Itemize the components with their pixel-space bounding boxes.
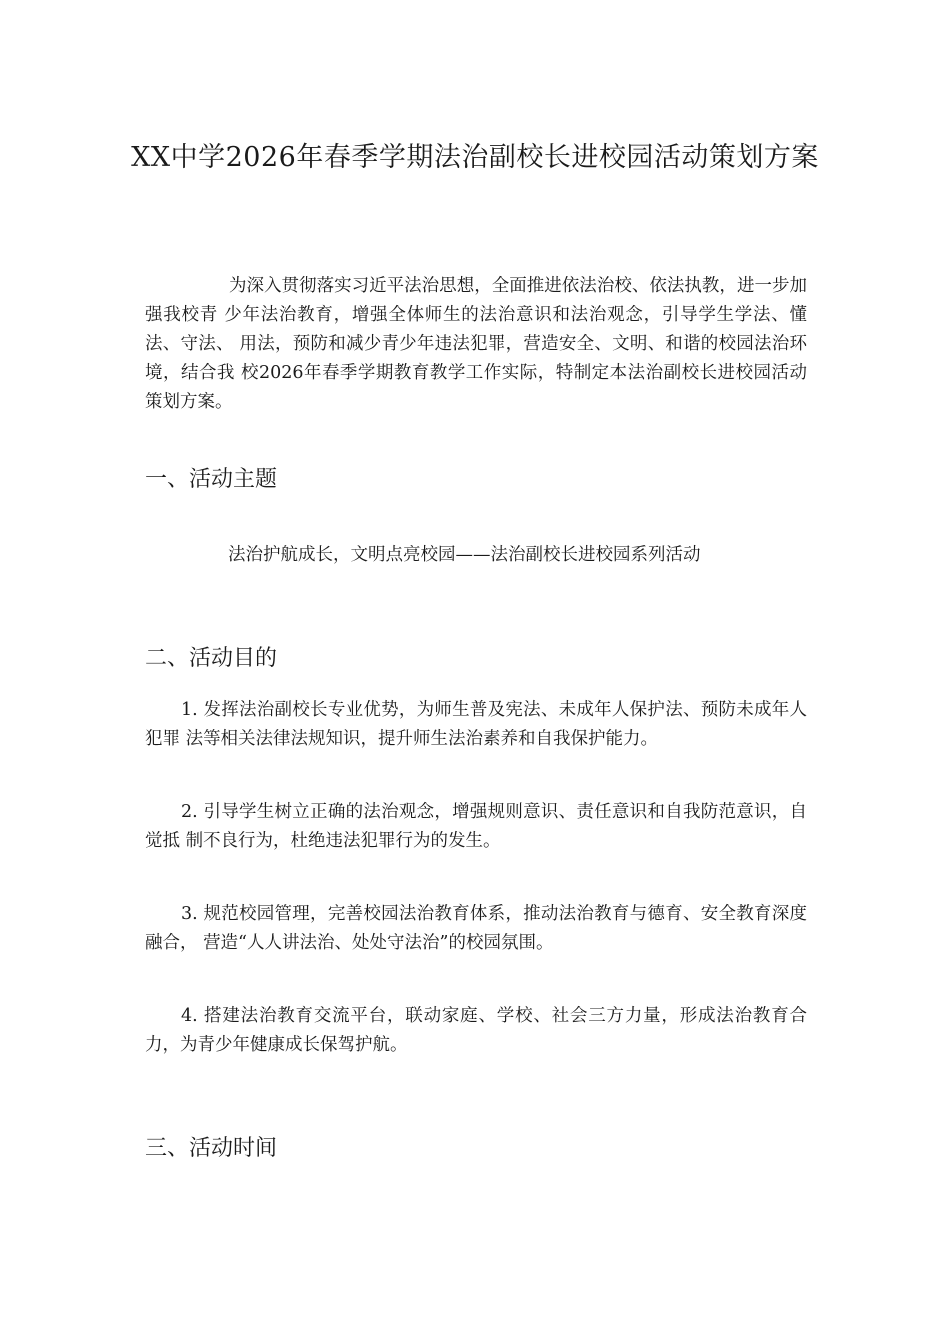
section-heading-theme: 一、活动主题	[145, 467, 278, 492]
document-title: XX中学2026年春季学期法治副校长进校园活动策划方案	[131, 142, 819, 173]
purpose-item: 4. 搭建法治教育交流平台，联动家庭、学校、社会三方力量，形成法治教育合力，为青少年健康成长保驾护航。	[145, 1006, 807, 1055]
theme-text: 法治护航成长，文明点亮校园——法治副校长进校园系列活动	[228, 545, 701, 565]
purpose-item: 3. 规范校园管理，完善校园法治教育体系，推动法治教育与德育、安全教育深度融合， 营造“人人讲法治、处处守法治”的校园氛围。	[145, 904, 807, 953]
section-heading-purpose: 二、活动目的	[145, 646, 278, 671]
purpose-item: 2. 引导学生树立正确的法治观念，增强规则意识、责任意识和自我防范意识，自觉抵 制不良行为，杜绝违法犯罪行为的发生。	[145, 802, 807, 851]
purpose-item: 1. 发挥法治副校长专业优势，为师生普及宪法、未成年人保护法、预防未成年人犯罪 法等相关法律法规知识，提升师生法治素养和自我保护能力。	[145, 700, 807, 749]
section-heading-time: 三、活动时间	[145, 1136, 278, 1161]
intro-paragraph: 为深入贯彻落实习近平法治思想，全面推进依法治校、依法执教，进一步加强我校青 少年法治教育，增强全体师生的法治意识和法治观念，引导学生学法、懂法、守法、 用法，预防和减少青少年违法犯罪，营造安全、文明、和谐的校园法治环境，结合我 校2026年春季学期教育教学工作实际，特制定本法治副校长进校园活动策划方案。	[145, 276, 807, 412]
